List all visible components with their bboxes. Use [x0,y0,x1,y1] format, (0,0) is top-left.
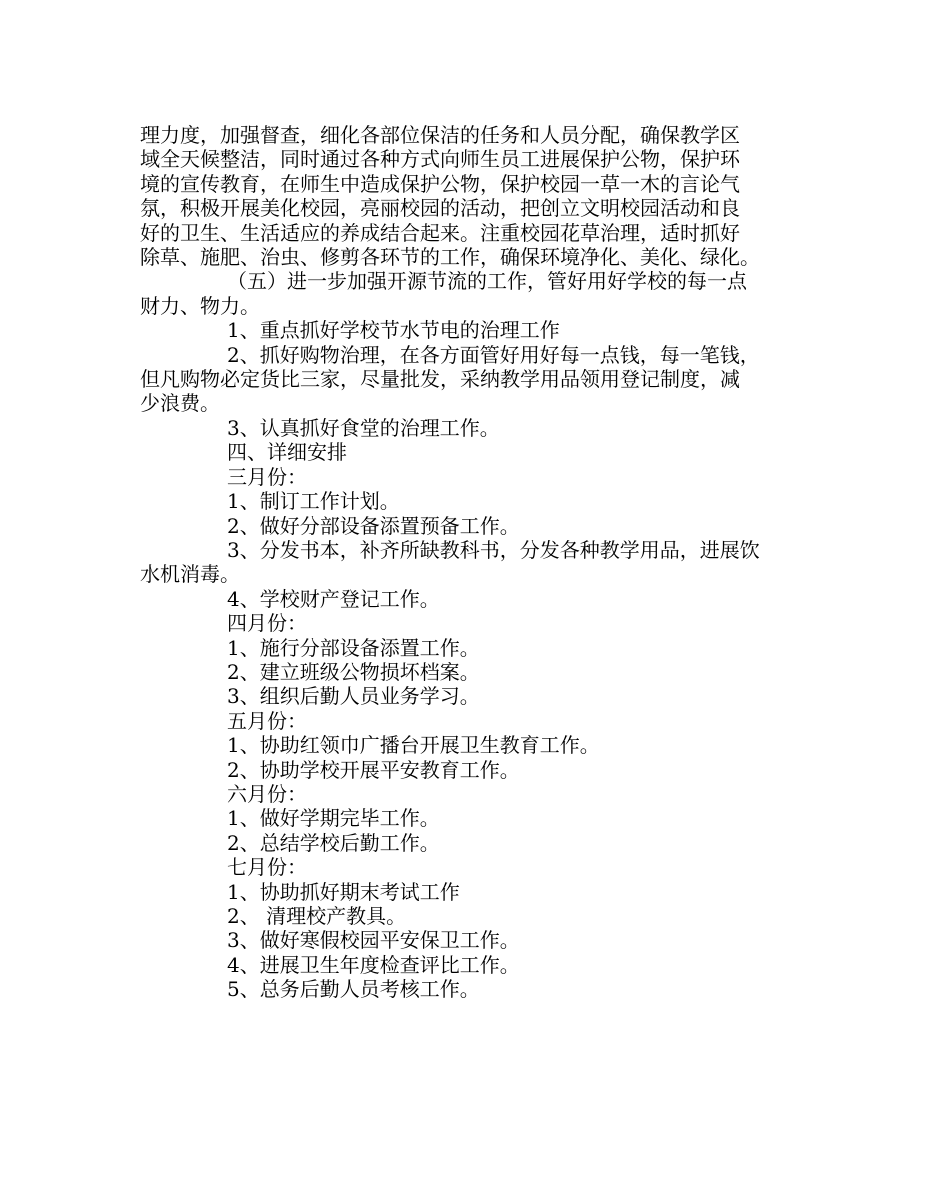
list-item: 2、协助学校开展平安教育工作。 [227,757,520,782]
list-item: 3、分发书本，补齐所缺教科书，分发各种教学用品，进展饮 [227,537,760,562]
month-heading: 五月份： [227,708,307,733]
section-heading: （五）进一步加强开源节流的工作，管好用好学校的每一点 [227,269,747,294]
list-item: 3、组织后勤人员业务学习。 [227,684,480,709]
list-item: 1、施行分部设备添置工作。 [227,635,480,660]
list-item: 1、重点抓好学校节水节电的治理工作 [227,318,560,343]
list-item: 1、制订工作计划。 [227,489,400,514]
section-5-list [140,318,812,440]
list-item: 1、协助抓好期末考试工作 [227,879,460,904]
march-block [140,465,812,611]
list-item: 1、做好学期完毕工作。 [227,806,440,831]
list-item: 2、总结学校后勤工作。 [227,830,440,855]
text-line: 除草、施肥、治虫、修剪各环节的工作，确保环境净化、美化、绿化。 [140,245,760,270]
list-item: 4、学校财产登记工作。 [227,586,440,611]
section-5-paragraph [140,269,812,318]
july-block [140,855,812,1001]
month-heading: 三月份： [227,464,307,489]
text-line: 氛，积极开展美化校园，亮丽校园的活动，把创立文明校园活动和良 [140,196,740,221]
month-heading: 七月份： [227,855,307,880]
list-item: 2、做好分部设备添置预备工作。 [227,513,520,538]
text-line: 理力度，加强督查，细化各部位保洁的任务和人员分配，确保教学区 [140,123,740,147]
list-item: 5、总务后勤人员考核工作。 [227,977,480,1002]
list-item: 3、做好寒假校园平安保卫工作。 [227,928,520,953]
list-item-continuation: 但凡购物必定货比三家，尽量批发，采纳教学用品领用登记制度，减 [140,367,740,392]
text-line: 域全天候整洁，同时通过各种方式向师生员工进展保护公物，保护环 [140,147,740,172]
month-heading: 四月份： [227,611,307,636]
list-item-continuation: 水机消毒。 [140,562,240,587]
text-line: 好的卫生、生活适应的养成结合起来。注重校园花草治理，适时抓好 [140,220,740,245]
list-item: 2、抓好购物治理，在各方面管好用好每一点钱，每一笔钱， [227,342,760,367]
june-block [140,782,812,855]
list-item: 4、进展卫生年度检查评比工作。 [227,952,520,977]
text-line: 境的宣传教育，在师生中造成保护公物，保护校园一草一木的言论气 [140,171,740,196]
section-4-heading: 四、详细安排 [227,440,347,465]
document-body [140,123,812,1002]
list-item: 3、认真抓好食堂的治理工作。 [227,415,500,440]
list-item: 1、协助红领巾广播台开展卫生教育工作。 [227,733,600,758]
text-line: 财力、物力。 [140,293,260,318]
april-block [140,611,812,709]
list-item: 2、建立班级公物损坏档案。 [227,659,480,684]
intro-paragraph [140,123,812,269]
list-item: 2、 清理校产教具。 [227,904,407,928]
month-heading: 六月份： [227,781,307,806]
list-item-continuation: 少浪费。 [140,391,220,416]
may-block [140,709,812,782]
